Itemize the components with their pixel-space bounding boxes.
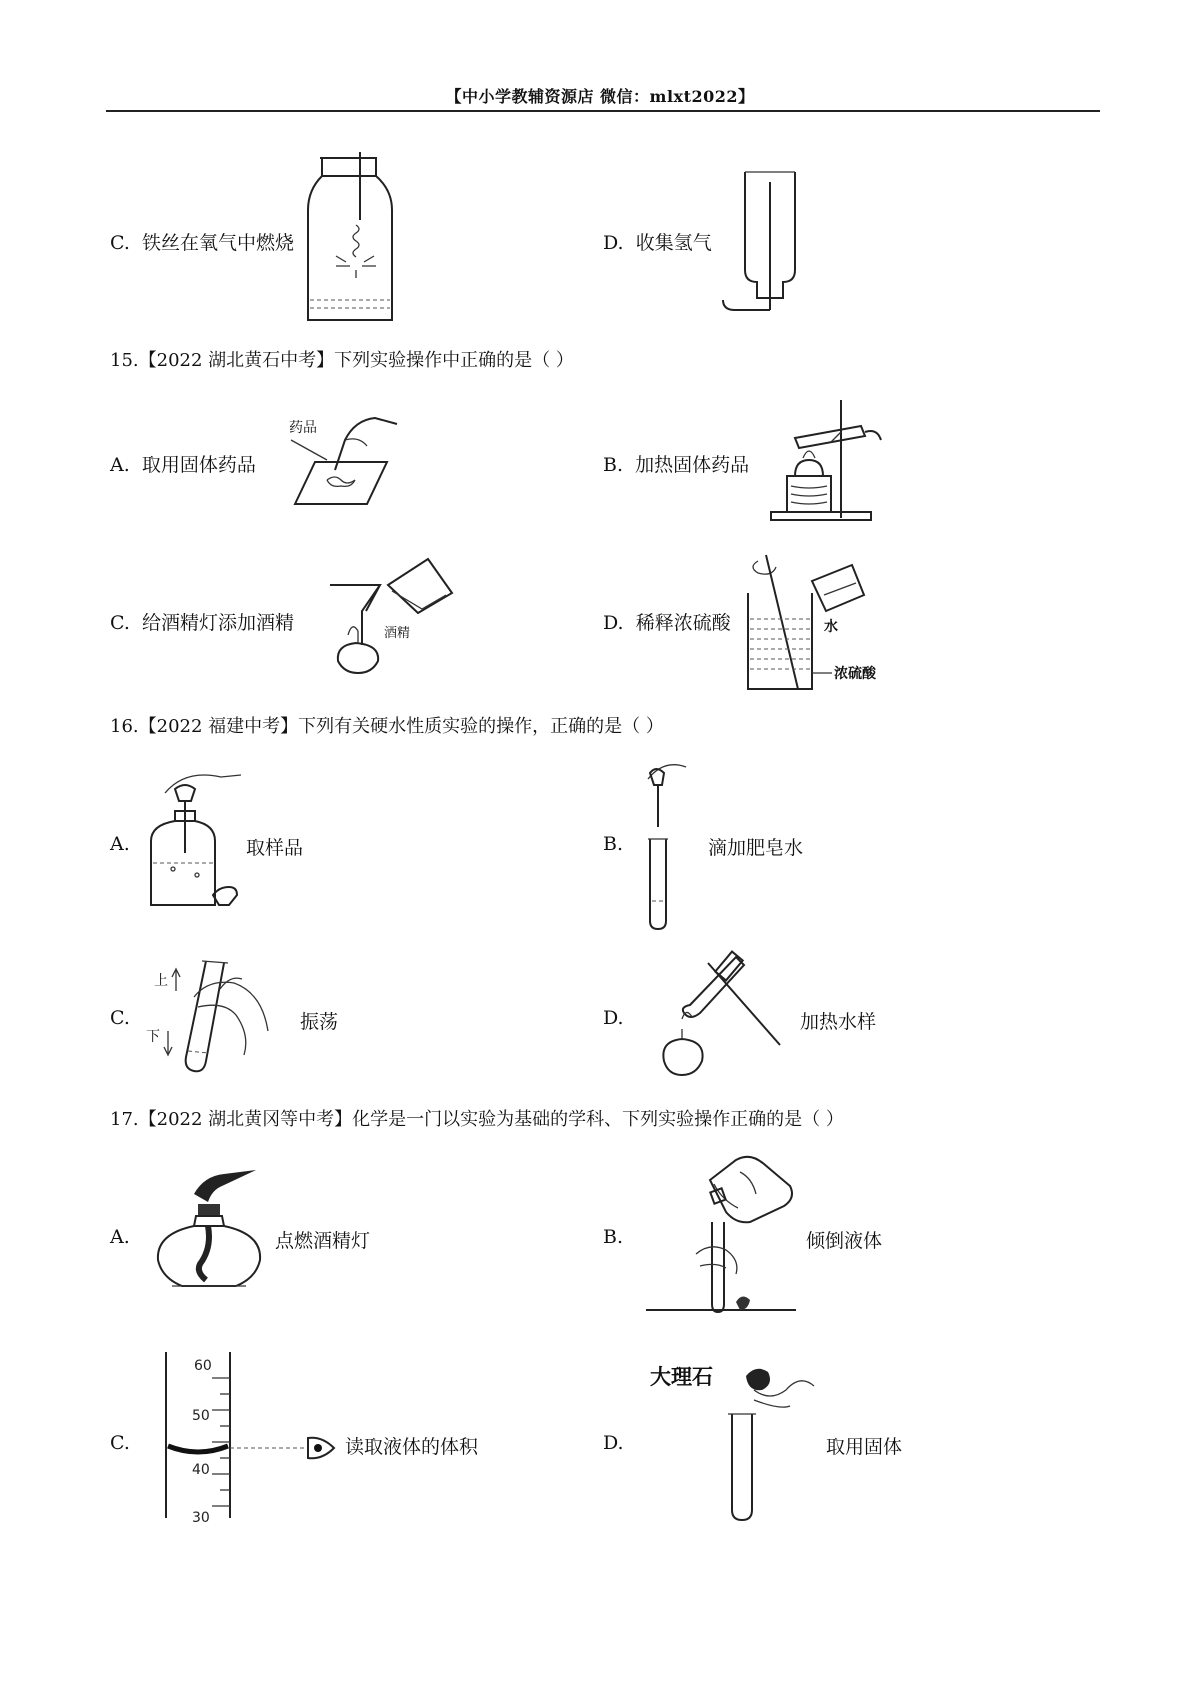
scale-label-50: 50 (192, 1408, 210, 1424)
option-letter: D. (603, 612, 624, 634)
q16-option-a-text: 取样品 (246, 837, 304, 859)
scale-label-30: 30 (192, 1510, 210, 1526)
fig-label-drug: 药品 (289, 420, 317, 436)
option-text: 给酒精灯添加酒精 (142, 612, 295, 634)
pouring-liquid-figure (640, 1150, 800, 1315)
option-letter: A. (110, 1226, 130, 1248)
option-letter: A. (110, 454, 130, 476)
lighting-alcohol-lamp-figure (152, 1168, 262, 1298)
q15-stem: 15.【2022 湖北黄石中考】下列实验操作中正确的是（ ） (110, 350, 574, 371)
q17-option-c-text: 读取液体的体积 (345, 1436, 479, 1458)
q14-option-c (110, 228, 294, 255)
option-letter: B. (603, 833, 624, 855)
option-text: 取用固体药品 (141, 454, 256, 476)
option-text: 加热固体药品 (635, 454, 750, 476)
option-letter: B. (603, 1226, 624, 1248)
taking-solid-figure (650, 1350, 820, 1525)
q16-stem: 16.【2022 福建中考】下列有关硬水性质实验的操作，正确的是（ ） (110, 716, 664, 737)
fig-label-alcohol: 酒精 (384, 626, 411, 641)
fig-label-up: 上 (154, 973, 168, 989)
adding-soap-water-figure (628, 755, 708, 930)
header-rule (106, 110, 1100, 112)
taking-sample-figure (145, 765, 245, 910)
q16-option-c (110, 1007, 130, 1029)
q17-option-a (110, 1226, 130, 1248)
q15-option-d (603, 608, 731, 635)
fig-label-water: 水 (824, 619, 838, 635)
q17-option-d (603, 1432, 624, 1454)
page-header: 【中小学教辅资源店 微信：mlxt2022】 (445, 87, 755, 106)
fig-label-marble: 大理石 (650, 1365, 713, 1389)
fig-label-down: 下 (146, 1029, 160, 1045)
q15-option-a (110, 450, 256, 477)
q16-option-b-text: 滴加肥皂水 (708, 837, 804, 859)
iron-wire-burning-figure (300, 150, 400, 325)
hydrogen-collection-figure (715, 170, 805, 315)
q15-option-c (110, 608, 294, 635)
option-text: 铁丝在氧气中燃烧 (142, 232, 295, 254)
q17-option-b (603, 1226, 623, 1248)
q16-option-c-text: 振荡 (300, 1011, 339, 1033)
q17-option-a-text: 点燃酒精灯 (275, 1230, 371, 1252)
option-letter: D. (603, 1432, 624, 1454)
option-letter: B. (603, 454, 624, 476)
option-letter: D. (603, 1007, 624, 1029)
diluting-sulfuric-acid-figure (740, 545, 915, 695)
q17-option-d-text: 取用固体 (826, 1436, 903, 1458)
heating-solid-figure (765, 398, 885, 523)
reading-volume-figure (158, 1350, 343, 1526)
q17-stem: 17.【2022 湖北黄冈等中考】化学是一门以实验为基础的学科、下列实验操作正确的是（ ） (110, 1109, 844, 1130)
option-letter: C. (110, 612, 130, 634)
scale-label-40: 40 (192, 1462, 210, 1478)
heating-water-sample-figure (630, 945, 790, 1085)
q16-option-a (110, 833, 130, 855)
q16-option-d-text: 加热水样 (800, 1011, 877, 1033)
q16-option-b (603, 833, 623, 855)
option-letter: D. (603, 232, 624, 254)
shaking-figure (138, 945, 298, 1075)
q17-option-c (110, 1432, 130, 1454)
option-letter: C. (110, 1432, 130, 1454)
option-letter: C. (110, 1007, 130, 1029)
option-text: 稀释浓硫酸 (635, 612, 731, 634)
q16-option-d (603, 1007, 624, 1029)
option-letter: C. (110, 232, 130, 254)
option-letter: A. (110, 833, 130, 855)
q17-option-b-text: 倾倒液体 (806, 1230, 883, 1252)
option-text: 收集氢气 (635, 232, 712, 254)
fig-label-acid: 浓硫酸 (834, 666, 876, 682)
q14-option-d (603, 228, 712, 255)
solid-drug-taking-figure (275, 410, 405, 510)
adding-alcohol-figure (322, 555, 457, 680)
scale-label-60: 60 (194, 1358, 212, 1374)
q15-option-b (603, 450, 749, 477)
